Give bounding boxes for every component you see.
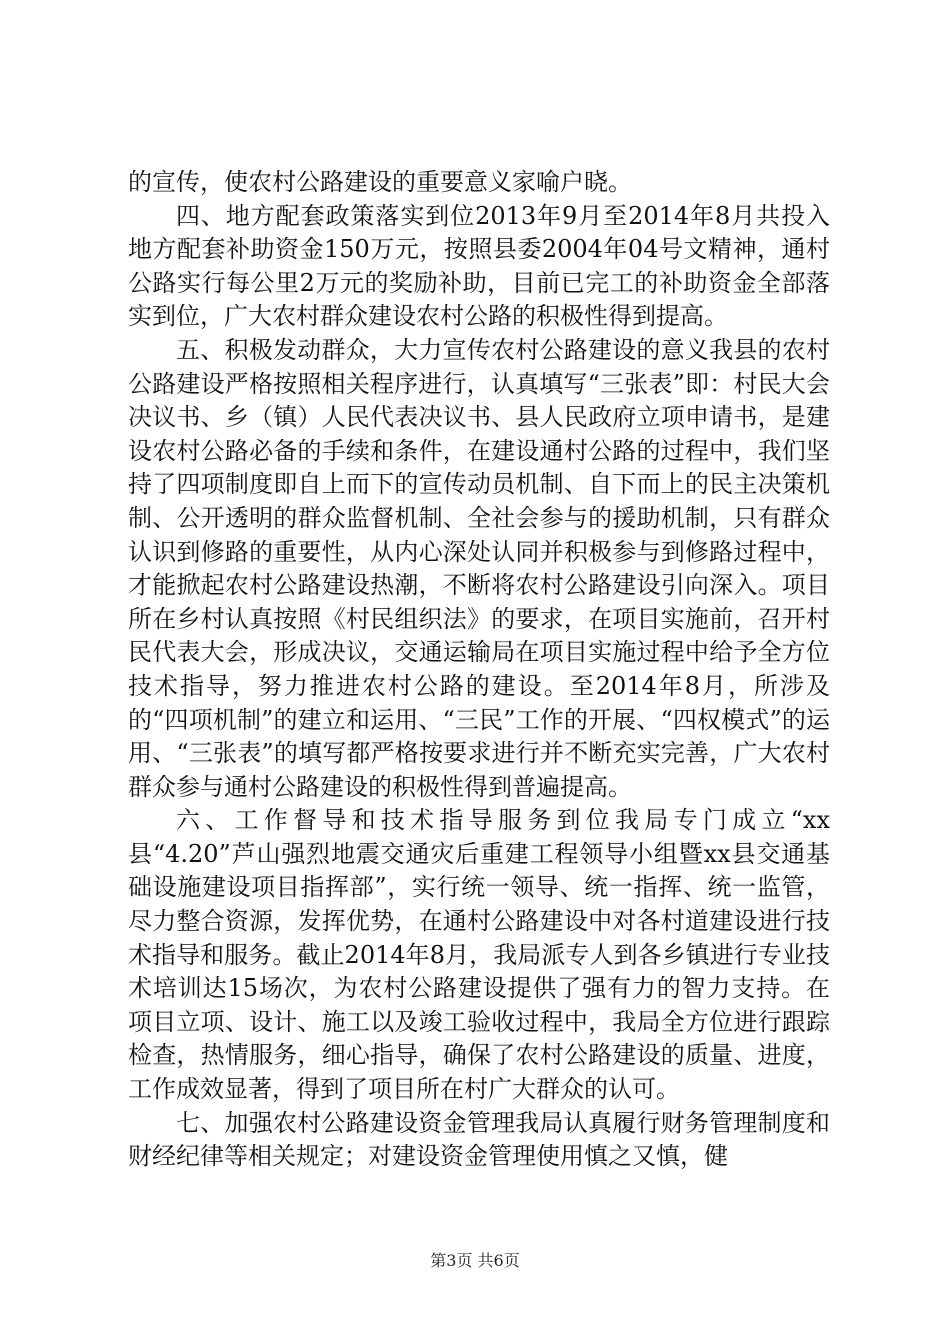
- page-number: 第3页 共6页: [430, 1251, 520, 1270]
- document-body: [128, 166, 830, 1174]
- paragraph-continuation: 的宣传，使农村公路建设的重要意义家喻户晓。: [128, 168, 632, 196]
- paragraph-section-7: 七、加强农村公路建设资金管理我局认真履行财务管理制度和财经纪律等相关规定；对建设资金管理使用慎之又慎，健: [128, 1108, 830, 1171]
- page-footer: [0, 1248, 950, 1271]
- paragraph-section-6: 六、工作督导和技术指导服务到位我局专门成立“xx县“4.20”芦山强烈地震交通灾后重建工程领导小组暨xx县交通基础设施建设项目指挥部”，实行统一领导、统一指挥、统一监管，尽力整合资源，发挥优势，在通村公路建设中对各村道建设进行技术指导和服务。截止2014年8月，我局派专人到各乡镇进行专业技术培训达15场次，为农村公路建设提供了强有力的智力支持。在项目立项、设计、施工以及竣工验收过程中，我局全方位进行跟踪检查，热情服务，细心指导，确保了农村公路建设的质量、进度，工作成效显著，得到了项目所在村广大群众的认可。: [128, 806, 830, 1104]
- paragraph-section-4: 四、地方配套政策落实到位2013年9月至2014年8月共投入地方配套补助资金150万元，按照县委2004年04号文精神，通村公路实行每公里2万元的奖励补助，目前已完工的补助资金全部落实到位，广大农村群众建设农村公路的积极性得到提高。: [128, 201, 830, 331]
- paragraph-section-5: 五、积极发动群众，大力宣传农村公路建设的意义我县的农村公路建设严格按照相关程序进行，认真填写“三张表”即：村民大会决议书、乡（镇）人民代表决议书、县人民政府立项申请书，是建设农村公路必备的手续和条件，在建设通村公路的过程中，我们坚持了四项制度即自上而下的宣传动员机制、自下而上的民主决策机制、公开透明的群众监督机制、全社会参与的援助机制，只有群众认识到修路的重要性，从内心深处认同并积极参与到修路过程中，才能掀起农村公路建设热潮，不断将农村公路建设引向深入。项目所在乡村认真按照《村民组织法》的要求，在项目实施前，召开村民代表大会，形成决议，交通运输局在项目实施过程中给予全方位技术指导，努力推进农村公路的建设。至2014年8月，所涉及的“四项机制”的建立和运用、“三民”工作的开展、“四权模式”的运用、“三张表”的填写都严格按要求进行并不断充实完善，广大农村群众参与通村公路建设的积极性得到普遍提高。: [128, 335, 830, 801]
